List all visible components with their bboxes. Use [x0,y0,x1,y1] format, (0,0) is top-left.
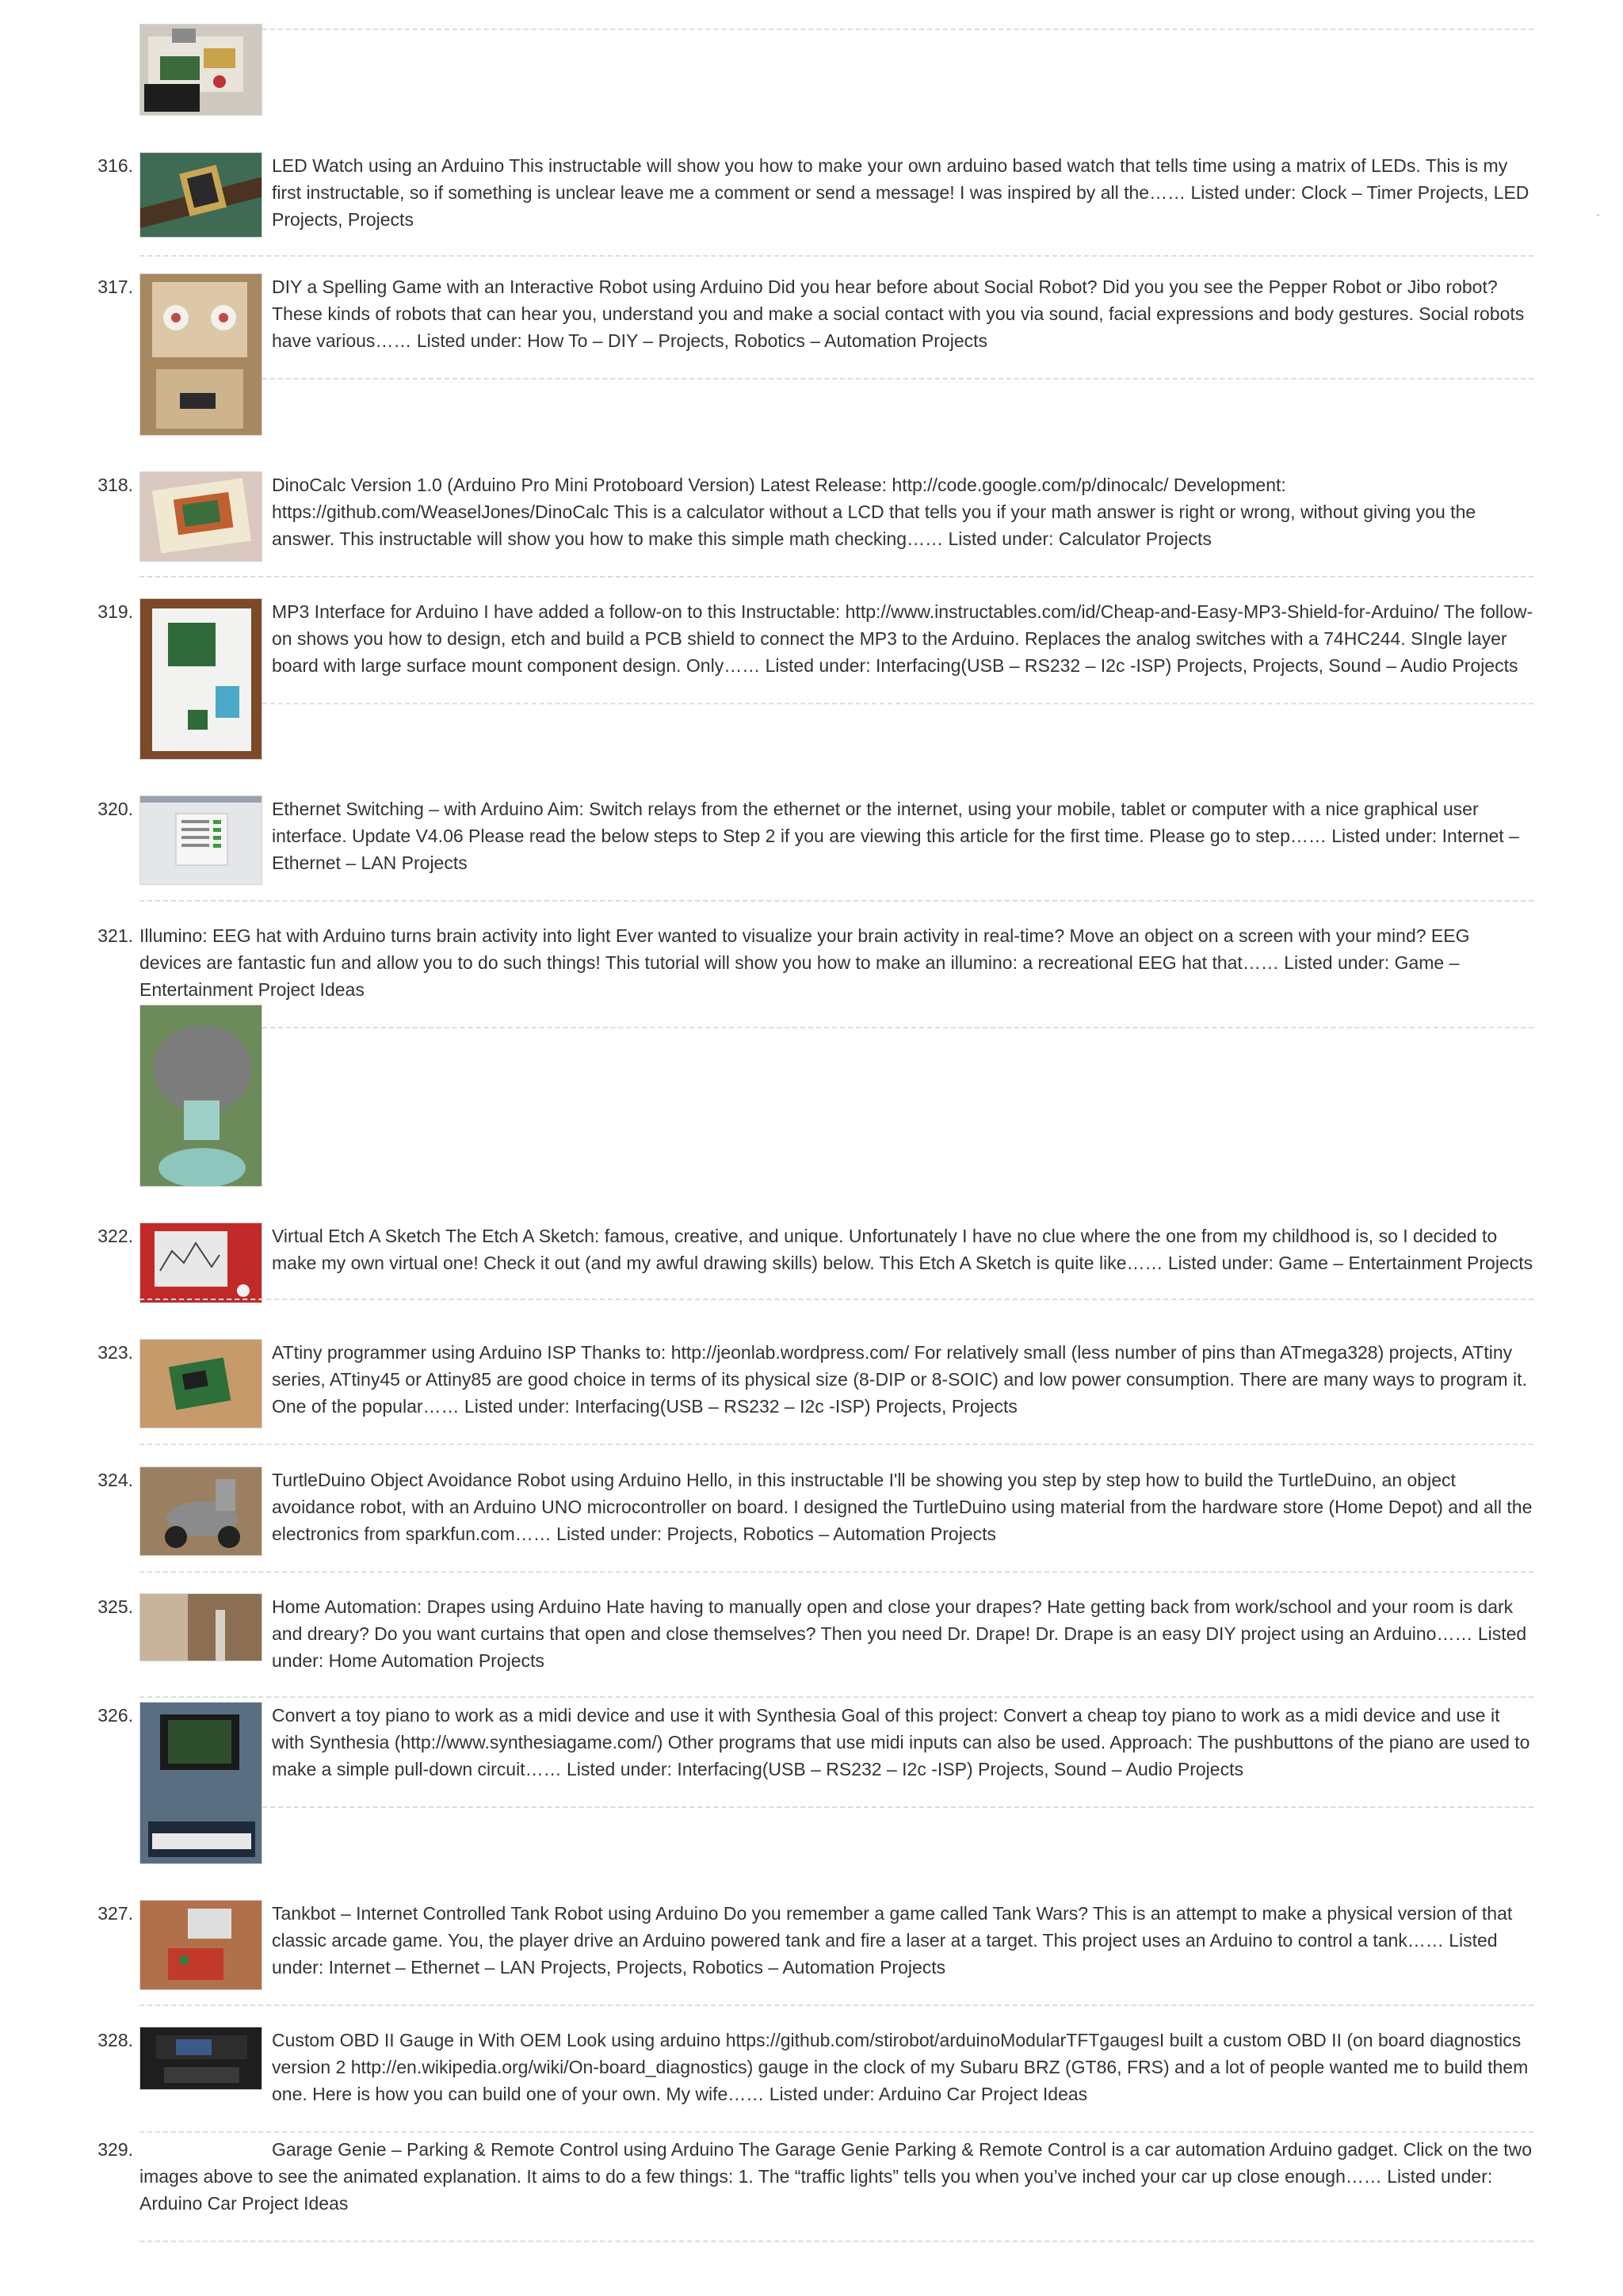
project-title-link[interactable]: Virtual Etch A Sketch [272,1226,441,1246]
scroll-marker [1597,214,1599,216]
separator [139,900,1533,902]
item-text [272,273,1533,354]
item-number: 325. [97,1596,133,1617]
item-number: 324. [97,1470,133,1490]
item-number: 323. [97,1342,133,1363]
project-thumbnail[interactable] [139,1900,262,1990]
item-text [272,1900,1533,1981]
item-number: 317. [97,277,133,297]
separator [139,2241,1533,2242]
project-title-link[interactable]: Tankbot – Internet Controlled Tank Robot using Arduino [272,1903,719,1924]
listed-under[interactable]: Listed under: Interfacing(USB – RS232 – I2c -ISP) Projects, Projects [464,1396,1018,1417]
separator [139,576,1533,578]
item-number: 328. [97,2030,133,2050]
project-thumbnail[interactable] [139,2027,262,2090]
separator [262,378,1533,379]
item-text [272,1593,1533,1674]
listed-under[interactable]: Listed under: Interfacing(USB – RS232 – I2c -ISP) Projects, Projects, Sound – Audio Projects [765,655,1518,676]
project-description: https://github.com/stirobot/arduinoModularTFTgaugesI built a custom OBD II (on board diagnostics version 2 http://en.wikipedia.org/wiki/On-board_diagnostics) gauge in the clock of my Subaru BRZ (GT86, FRS) and a lot of people wanted me to build them one. Here is how you can build one of your own. My wife…… [272,2030,1529,2104]
listed-under[interactable]: Listed under: Calculator Projects [948,528,1212,549]
separator [139,2004,1533,2006]
item-number: 327. [97,1903,133,1924]
project-thumbnail[interactable] [139,598,262,760]
item-text [272,1339,1533,1420]
project-description: Hate having to manually open and close your drapes? Hate getting back from work/school and your room is dark and dreary? Do you want curtains that open and close themselves? Then you need Dr. Drape! Dr. Drape is an easy DIY project using an Arduino…… [272,1596,1514,1644]
separator [139,255,1533,257]
project-thumbnail[interactable] [139,1339,262,1428]
project-description: This instructable will show you how to make your own arduino based watch that tells time using a matrix of LEDs. This is my first instructable, so if something is unclear leave me a comment or send a message! I was inspired by all the…… [272,155,1508,203]
item-text [272,1222,1533,1276]
project-title-link[interactable]: Home Automation: Drapes using Arduino [272,1596,601,1617]
project-description: The Garage Genie Parking & Remote Control is a car automation Arduino gadget. Click on the two images above to see the animated explanation. It aims to do a few things: 1. The “traffic lights” tells you when you’ve inched your car up close enough…… [139,2139,1533,2187]
project-description: Thanks to: http://jeonlab.wordpress.com/ For relatively small (less number of pins than ATmega328) projects, ATtiny series, ATtiny45 or Attiny85 are good choice in terms of its physical size (8-DIP or 8-SOIC) and low power consumption. There are many ways to program it. One of the popular…… [272,1342,1527,1417]
project-description: Ever wanted to visualize your brain activity in real-time? Move an object on a screen with your mind? EEG devices are fantastic fun and allow you to do such things! This tutorial will show you how to make an illumino: a recreational EEG hat that…… [139,925,1470,973]
item-text [272,795,1533,876]
project-description: Goal of this project: Convert a cheap toy piano to work as a midi device and use it with Synthesia (http://www.synthesiagame.com/) Other programs that use midi inputs can also be used. Approach: The pushbuttons of the piano are used to make a simple pull-down circuit…… [272,1705,1530,1779]
separator [139,1444,1533,1445]
project-title-link[interactable]: Garage Genie – Parking & Remote Control using Arduino [272,2139,734,2160]
listed-under[interactable]: Listed under: Interfacing(USB – RS232 – I2c -ISP) Projects, Sound – Audio Projects [566,1759,1243,1779]
project-thumbnail[interactable] [139,1593,262,1661]
project-description: Hello, in this instructable I'll be showing you step by step how to build the TurtleDuino, an object avoidance robot, with an Arduino UNO microcontroller on board. I designed the TurtleDuino using material from the hardware store (Home Depot) and all the electronics from sparkfun.com…… [272,1470,1533,1544]
separator [139,1696,1533,1698]
item-number: 329. [97,2139,133,2160]
item-number: 318. [97,475,133,495]
item-text [139,922,1533,1003]
project-title-link[interactable]: DIY a Spelling Game with an Interactive Robot using Arduino [272,277,763,297]
project-title-link[interactable]: Illumino: EEG hat with Arduino turns brain activity into light [139,925,611,946]
listed-under[interactable]: Listed under: Arduino Car Project Ideas [139,2166,1493,2214]
item-number: 319. [97,601,133,622]
listed-under[interactable]: Listed under: How To – DIY – Projects, Robotics – Automation Projects [416,330,987,351]
project-description: I have added a follow-on to this Instructable: http://www.instructables.com/id/Cheap-and-Easy-MP3-Shield-for-Arduino/ The follow-on shows you how to design, etch and build a PCB shield to connect the MP3 to the Arduino. Replaces the analog switches with a 74HC244. SIngle layer board with large surface mount component design. Only…… [272,601,1533,676]
item-text [139,2136,1533,2217]
listed-under[interactable]: Listed under: Game – Entertainment Project Ideas [139,952,1460,1000]
project-thumbnail[interactable] [139,152,262,238]
project-thumbnail[interactable] [139,795,262,885]
project-title-link[interactable]: ATtiny programmer using Arduino ISP [272,1342,576,1363]
project-description: Aim: Switch relays from the ethernet or the internet, using your mobile, tablet or computer with a nice graphical user interface. Update V4.06 Please read the below steps to Step 2 if you are viewing this article for the first time. Please go to step…… [272,799,1479,846]
listed-under[interactable]: Listed under: Home Automation Projects [272,1623,1527,1671]
listed-under[interactable]: Listed under: Internet – Ethernet – LAN Projects, Projects, Robotics – Automation Projects [272,1930,1498,1978]
project-description: The Etch A Sketch: famous, creative, and unique. Unfortunately I have no clue where the one from my childhood is, so I decided to make my own virtual one! Check it out (and my awful drawing skills) below. This Etch A Sketch is quite like…… [272,1226,1498,1273]
listed-under[interactable]: Listed under: Arduino Car Project Ideas [769,2084,1088,2104]
project-thumbnail[interactable] [139,1005,262,1187]
item-text [272,1466,1533,1547]
item-number: 322. [97,1226,133,1246]
project-title-link[interactable]: Ethernet Switching – with Arduino [272,799,544,819]
separator [262,29,1533,30]
separator [139,1299,1533,1300]
project-thumbnail[interactable] [139,273,262,436]
project-description: Did you hear before about Social Robot? Did you you see the Pepper Robot or Jibo robot? These kinds of robots that can hear you, understand you and make a social contact with you via sound, facial expressions and body gestures. Social robots have various…… [272,277,1525,351]
project-thumbnail[interactable] [139,1466,262,1556]
separator [262,1027,1533,1028]
project-title-link[interactable]: LED Watch using an Arduino [272,155,505,176]
project-title-link[interactable]: MP3 Interface for Arduino [272,601,479,622]
project-thumbnail[interactable] [139,1222,262,1303]
project-title-link[interactable]: Convert a toy piano to work as a midi device and use it with Synthesia [272,1705,837,1726]
item-number: 326. [97,1705,133,1726]
item-text [272,152,1533,233]
listed-under[interactable]: Listed under: Projects, Robotics – Automation Projects [556,1524,997,1544]
item-text [272,471,1533,552]
project-title-link[interactable]: DinoCalc Version 1.0 (Arduino Pro Mini Protoboard Version) [272,475,755,495]
separator [262,1806,1533,1808]
listed-under[interactable]: Listed under: Internet – Ethernet – LAN Projects [272,826,1519,873]
separator [262,703,1533,704]
project-title-link[interactable]: Custom OBD II Gauge in With OEM Look using arduino [272,2030,721,2050]
project-thumbnail[interactable] [139,1702,262,1864]
project-title-link[interactable]: TurtleDuino Object Avoidance Robot using Arduino [272,1470,682,1490]
item-text [272,1702,1533,1783]
separator [139,2131,1533,2133]
separator [139,1571,1533,1573]
project-description: Latest Release: http://code.google.com/p/dinocalc/ Development: https://github.com/WeaselJones/DinoCalc This is a calculator without a LCD that tells you if your math answer is right or wrong, without giving you the answer. This instructable will show you how to make this simple math checking…… [272,475,1476,549]
item-number: 316. [97,155,133,176]
item-number: 320. [97,799,133,819]
project-thumbnail[interactable] [139,24,262,116]
listed-under[interactable]: Listed under: Game – Entertainment Projects [1167,1253,1533,1273]
item-text [272,598,1533,679]
project-thumbnail[interactable] [139,471,262,562]
project-description: Do you remember a game called Tank Wars? This is an attempt to make a physical version of that classic arcade game. You, the player drive an Arduino powered tank and fire a laser at a target. This project uses an Arduino to control a tank…… [272,1903,1513,1951]
listed-under[interactable]: Listed under: Clock – Timer Projects, LED Projects, Projects [272,182,1529,230]
item-text [272,2027,1533,2107]
item-number: 321. [97,925,133,946]
